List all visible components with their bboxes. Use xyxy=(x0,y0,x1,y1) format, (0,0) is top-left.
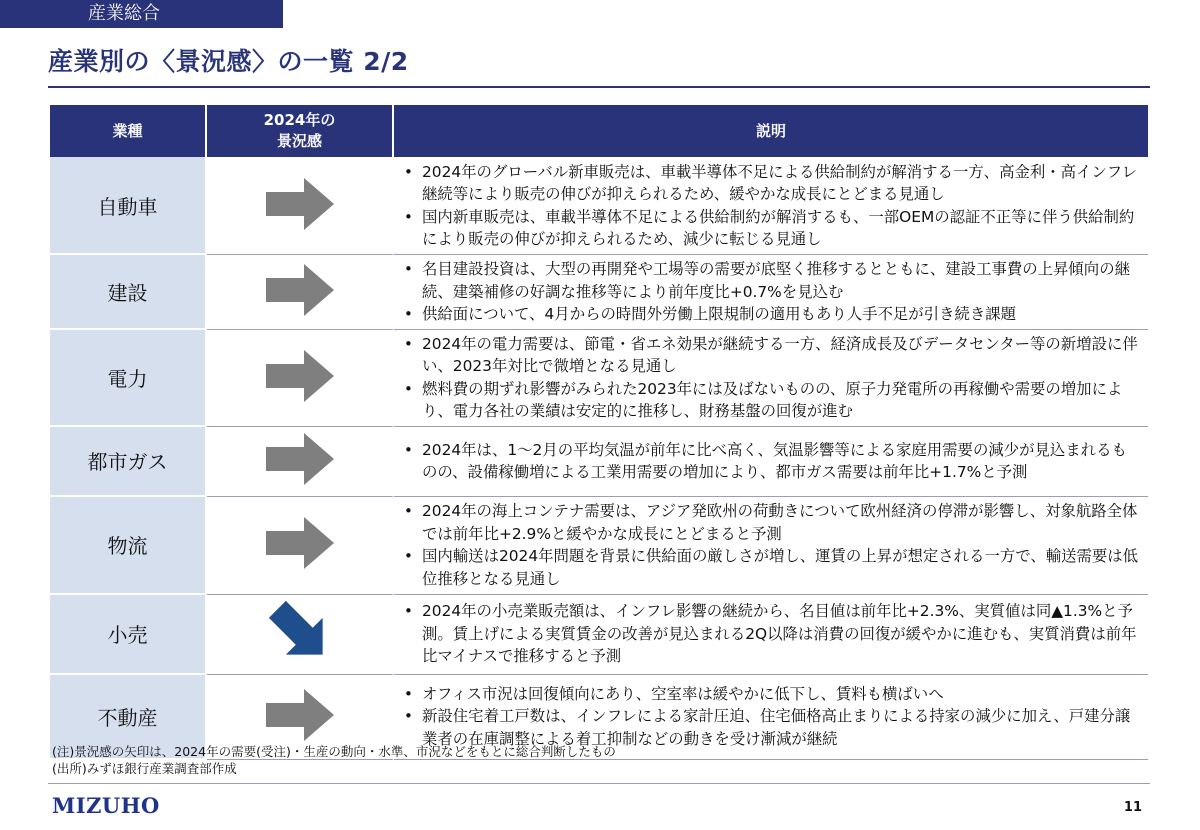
footer-divider xyxy=(48,783,1150,784)
industry-cell: 都市ガス xyxy=(50,427,207,497)
outlook-cell xyxy=(207,595,394,675)
industry-cell: 小売 xyxy=(50,595,207,675)
flat-arrow-icon xyxy=(266,517,334,569)
list-item: • 2024年の小売業販売額は、インフレ影響の継続から、名目値は前年比+2.3%、実質値は同▲1.3%と予測。賃上げによる実質賃金の改善が見込まれる2Q以降は消費の回復が緩やかに進むも、実質消費は前年比マイナスで推移すると予測 xyxy=(400,600,1140,668)
header-outlook xyxy=(207,105,394,157)
list-item: • 燃料費の期ずれ影響がみられた2023年には及ばないものの、原子力発電所の再稼働や需要の増加により、電力各社の業績は安定的に推移し、財務基盤の回復が進む xyxy=(400,378,1140,423)
description-cell xyxy=(394,330,1148,427)
list-item: • 2024年の電力需要は、節電・省エネ効果が継続する一方、経済成長及びデータセンター等の新増設に伴い、2023年対比で微増となる見通し xyxy=(400,333,1140,378)
industry-cell: 建設 xyxy=(50,255,207,330)
outlook-cell xyxy=(207,497,394,595)
list-item: • 名目建設投資は、大型の再開発や工場等の需要が底堅く推移するとともに、建設工事費の上昇傾向の継続、建築補修の好調な推移等により前年度比+0.7%を見込む xyxy=(400,258,1140,303)
flat-arrow-icon xyxy=(266,264,334,316)
description-cell xyxy=(394,497,1148,595)
section-tag: 産業総合 xyxy=(0,0,283,28)
list-item: • 2024年は、1～2月の平均気温が前年に比べ高く、気温影響等による家庭用需要の減少が見込まれるものの、設備稼働増による工業用需要の増加により、都市ガス需要は前年比+1.7%と予測 xyxy=(400,439,1140,484)
table-row xyxy=(50,255,1148,330)
down-arrow-icon xyxy=(266,600,334,664)
industry-cell: 自動車 xyxy=(50,157,207,255)
page-title: 産業別の〈景況感〉の一覧 2/2 xyxy=(48,47,409,76)
list-item: • 2024年の海上コンテナ需要は、アジア発欧州の荷動きについて欧州経済の停滞が影響し、対象航路全体では前年比+2.9%と緩やかな成長にとどまると予測 xyxy=(400,500,1140,545)
description-cell xyxy=(394,157,1148,255)
flat-arrow-icon xyxy=(266,178,334,230)
industry-cell: 物流 xyxy=(50,497,207,595)
description-cell xyxy=(394,427,1148,497)
footnote: (注)景況感の矢印は、2024年の需要(受注)・生産の動向・水準、市況などをもとに総合判断したもの xyxy=(52,744,616,759)
header-industry: 業種 xyxy=(50,105,207,157)
outlook-cell xyxy=(207,330,394,427)
source-note: (出所)みずほ銀行産業調査部作成 xyxy=(52,761,237,776)
flat-arrow-icon xyxy=(266,350,334,402)
table-row xyxy=(50,497,1148,595)
industry-cell: 電力 xyxy=(50,330,207,427)
list-item: • 国内輸送は2024年問題を背景に供給面の厳しさが増し、運賃の上昇が想定される一方で、輸送需要は低位推移となる見通し xyxy=(400,545,1140,590)
table-row xyxy=(50,330,1148,427)
industry-outlook-table xyxy=(50,105,1148,760)
header-description: 説明 xyxy=(394,105,1148,157)
table-row xyxy=(50,595,1148,675)
header-outlook-line2: 景況感 xyxy=(276,132,322,150)
page-number: 11 xyxy=(1123,800,1142,815)
list-item: • 国内新車販売は、車載半導体不足による供給制約が解消するも、一部OEMの認証不正等に伴う供給制約により販売の伸びが抑えられるため、減少に転じる見通し xyxy=(400,206,1140,251)
list-item: • 新設住宅着工戸数は、インフレによる家計圧迫、住宅価格高止まりによる持家の減少に加え、戸建分譲業者の在庫調整による着工抑制などの動きを受け漸減が継続 xyxy=(400,705,1140,750)
list-item: • オフィス市況は回復傾向にあり、空室率は緩やかに低下し、賃料も横ばいへ xyxy=(400,683,1140,706)
header-outlook-line1: 2024年の xyxy=(263,111,336,129)
industry-cell: 不動産 xyxy=(50,675,207,760)
outlook-cell xyxy=(207,255,394,330)
table-row xyxy=(50,427,1148,497)
table-row xyxy=(50,157,1148,255)
outlook-cell xyxy=(207,427,394,497)
description-cell xyxy=(394,255,1148,330)
mizuho-logo: MIZUHO xyxy=(52,793,160,818)
outlook-cell xyxy=(207,157,394,255)
list-item: • 供給面について、4月からの時間外労働上限規制の適用もあり人手不足が引き続き課題 xyxy=(400,303,1140,326)
list-item: • 2024年のグローバル新車販売は、車載半導体不足による供給制約が解消する一方、高金利・高インフレ継続等により販売の伸びが抑えられるため、緩やかな成長にとどまる見通し xyxy=(400,161,1140,206)
description-cell xyxy=(394,595,1148,675)
table-header-row xyxy=(50,105,1148,157)
flat-arrow-icon xyxy=(266,689,334,741)
flat-arrow-icon xyxy=(266,433,334,485)
title-divider xyxy=(48,86,1150,88)
